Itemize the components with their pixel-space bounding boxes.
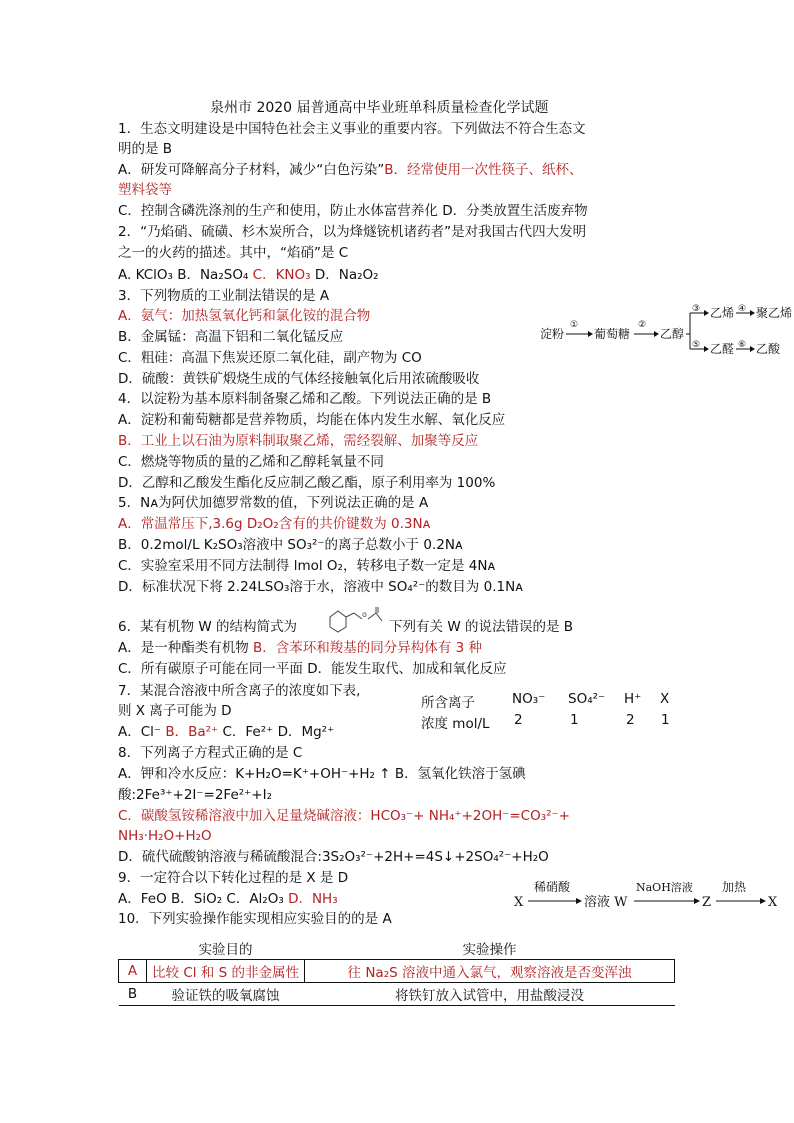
line-text: A．钾和冷水反应：K+H₂O=K⁺+OH⁻+H₂ ↑ B．氢氧化铁溶于氢碘: [118, 766, 526, 782]
node-starch: 淀粉: [540, 327, 565, 341]
line-text: A．是一种酯类有机物: [118, 640, 254, 656]
line-text: 9．一定符合以下转化过程的是 X 是 D: [118, 870, 349, 886]
line-text: A．FeO B．SiO₂ C．Al₂O₃: [118, 891, 289, 907]
line-text: C．燃烧等物质的量的乙烯和乙醇耗氧量不同: [118, 454, 384, 470]
svg-text:③: ③: [692, 304, 701, 314]
question-line: [118, 411, 505, 430]
line-text: A．研发可降解高分子材料，减少“白色污染”: [118, 162, 385, 178]
question-line: [118, 702, 232, 721]
question-line: [118, 557, 495, 576]
line-text: 明的是 B: [118, 141, 173, 157]
x-start: X: [514, 895, 524, 910]
line-text: 1．生态文明建设是中国特色社会主义事业的重要内容。下列做法不符合生态文: [118, 121, 586, 137]
compound-z: Z: [702, 895, 712, 910]
line-answer-text: D．NH₃: [288, 891, 338, 907]
question-line: [118, 474, 495, 493]
ion-so4: SO₄²⁻: [568, 691, 606, 707]
line-text: D．标准状况下将 2.24LSO₃溶于水，溶液中 SO₄²⁻的数目为 0.1Nᴀ: [118, 579, 524, 595]
question-line: [118, 287, 329, 306]
line-text: B．0.2mol/L K₂SO₃溶液中 SO₃²⁻的离子总数小于 0.2Nᴀ: [118, 537, 463, 553]
question-line: [118, 807, 570, 826]
line-text: C．实验室采用不同方法制得 lmol O₂，转移电子数一定是 4Nᴀ: [118, 558, 496, 574]
line-text: 10．下列实验操作能实现相应实验目的的是 A: [118, 911, 392, 927]
row-operation: 将铁钉放入试管中，用盐酸浸没: [305, 983, 675, 1006]
line-text: B．工业上以石油为原料制取聚乙烯，需经裂解、加聚等反应: [118, 433, 479, 449]
conc-x: 1: [661, 712, 670, 728]
ion-x: X: [660, 691, 670, 707]
row-label: B: [119, 983, 147, 1006]
line-text: A．淀粉和葡萄糖都是营养物质，均能在体内发生水解、氧化反应: [118, 412, 506, 428]
conc-label: 浓度 mol/L: [421, 716, 490, 732]
question-line: [118, 639, 482, 658]
line-text: NH₃·H₂O+H₂O: [118, 828, 212, 844]
reagent-heat: 加热: [722, 880, 747, 894]
question-line: [118, 390, 491, 409]
line-text: 酸:2Fe³⁺+2I⁻=2Fe²⁺+I₂: [118, 787, 272, 803]
ion-h: H⁺: [624, 691, 642, 707]
conc-h: 2: [626, 712, 635, 728]
question-line: [118, 848, 549, 867]
line-answer-text: 下列有关 W 的说法错误的是 B: [389, 619, 574, 635]
question-line: [118, 682, 360, 701]
question-line: [118, 432, 478, 451]
svg-text:o: o: [362, 610, 367, 619]
line-answer-text: C．KNO₃: [252, 267, 311, 283]
conc-no3: 2: [514, 712, 523, 728]
question-line: [118, 266, 379, 285]
row-operation: 往 Na₂S 溶液中通入氯气，观察溶液是否变浑浊: [305, 960, 675, 983]
line-text: B．金属锰：高温下铝和二氧化锰反应: [118, 329, 344, 345]
line-text: C．碳酸氢铵稀溶液中加入足量烧碱溶液：HCO₃⁻+ NH₄⁺+2OH⁻=CO₃²⁻+: [118, 808, 570, 824]
line-text: 8．下列离子方程式正确的是 C: [118, 745, 303, 761]
node-acetaldehyde: 乙醛: [710, 342, 735, 356]
question-line: [118, 140, 172, 159]
line-text: 4．以淀粉为基本原料制备聚乙烯和乙酸。下列说法正确的是 B: [118, 391, 492, 407]
experiment-table: [118, 937, 675, 1006]
question-line: [118, 223, 586, 242]
structure-w-image: [322, 605, 402, 635]
line-text: D．硫代硫酸钠溶液与稀硫酸混合:3S₂O₃²⁻+2H+=4S↓+2SO₄²⁻+H₂O: [118, 849, 549, 865]
reagent-naoh: NaOH溶液: [636, 881, 693, 894]
question-line: [118, 453, 384, 472]
page-title: 泉州市 2020 届普通高中毕业班单科质量检查化学试题: [210, 100, 549, 116]
question-line: [118, 536, 463, 555]
line-text: 3．下列物质的工业制法错误的是 A: [118, 288, 330, 304]
question-line: [118, 744, 302, 763]
svg-text:⑤: ⑤: [692, 340, 701, 350]
line-text: C．粗硅：高温下焦炭还原二氧化硅，副产物为 CO: [118, 350, 422, 366]
x-conversion-diagram: [512, 878, 782, 912]
line-answer-text: B．含苯环和羧基的同分异构体有 3 种: [253, 640, 482, 656]
line-text: 2．“乃焰硝、硫磺、杉木炭所合，以为烽燧铳机诸药者”是对我国古代四大发明: [118, 224, 587, 240]
question-line: [118, 765, 526, 784]
svg-text:④: ④: [738, 304, 747, 314]
question-line: [118, 244, 348, 263]
starch-conversion-diagram: [540, 303, 794, 361]
question-line: [118, 494, 428, 513]
question-line: [118, 161, 583, 180]
question-line: [118, 120, 586, 139]
question-line: [118, 515, 431, 534]
line-text: D．乙醇和乙酸发生酯化反应制乙酸乙酯，原子利用率为 100%: [118, 475, 496, 491]
question-line: [118, 827, 212, 846]
line-text: 6．某有机物 W 的结构简式为: [118, 619, 298, 635]
line-text: A. KClO₃ B．Na₂SO₄: [118, 267, 253, 283]
ion-header-label: 所含离子: [421, 695, 475, 711]
conc-so4: 1: [570, 712, 579, 728]
line-text-tail: C．Fe²⁺ D．Mg²⁺: [218, 724, 335, 740]
question-line: [118, 786, 272, 805]
line-text: A．Cl⁻: [118, 724, 166, 740]
svg-text:②: ②: [638, 320, 647, 330]
line-text: 之一的火药的描述。其中，“焰硝”是 C: [118, 245, 349, 261]
node-ethylene: 乙烯: [710, 306, 735, 320]
node-polyethylene: 聚乙烯: [756, 306, 793, 320]
question-line: [118, 349, 422, 368]
line-text: 则 X 离子可能为 D: [118, 703, 232, 719]
row-purpose: 比较 Cl 和 S 的非金属性: [147, 960, 305, 983]
col-operation: 实验操作: [305, 937, 675, 960]
line-answer-text: B．经常使用一次性筷子、纸杯、: [384, 162, 583, 178]
line-text: 塑料袋等: [118, 182, 172, 198]
line-text: C．所有碳原子可能在同一平面 D．能发生取代、加成和氧化反应: [118, 661, 507, 677]
col-purpose: 实验目的: [147, 937, 305, 960]
reagent-hno3: 稀硝酸: [534, 880, 571, 894]
ion-no3: NO₃⁻: [512, 691, 546, 707]
table-row: [119, 983, 675, 1006]
table-row: [119, 960, 675, 983]
svg-text:①: ①: [570, 320, 579, 330]
question-line: [118, 910, 392, 929]
question-line: [118, 307, 370, 326]
question-line: [118, 202, 588, 221]
solution-w: 溶液 W: [584, 895, 628, 910]
line-answer-text: B．Ba²⁺: [165, 724, 219, 740]
line-text: D．硫酸：黄铁矿煅烧生成的气体经接触氧化后用浓硫酸吸收: [118, 371, 480, 387]
row-purpose: 验证铁的吸氧腐蚀: [147, 983, 305, 1006]
node-ethanol: 乙醇: [660, 327, 685, 341]
line-text: 7．某混合溶液中所含离子的浓度如下表,: [118, 683, 361, 699]
question-line: [118, 370, 479, 389]
line-text: C．控制含磷洗涤剂的生产和使用，防止水体富营养化 D．分类放置生活废弃物: [118, 203, 588, 219]
node-glucose: 葡萄糖: [594, 327, 631, 341]
line-text: 5．Nᴀ为阿伏加德罗常数的值，下列说法正确的是 A: [118, 495, 429, 511]
question-line: [118, 890, 338, 909]
question-line: [118, 578, 523, 597]
question-line: [118, 869, 348, 888]
line-text: A．氨气：加热氢氧化钙和氯化铵的混合物: [118, 308, 371, 324]
line-text: A．常温常压下,3.6g D₂O₂含有的共价键数为 0.3Nᴀ: [118, 516, 431, 532]
question-line: [118, 328, 343, 347]
question-line: [118, 660, 507, 679]
question-line: [118, 181, 172, 200]
row-label: A: [119, 960, 147, 983]
line-text-tail: D．Na₂O₂: [310, 267, 379, 283]
svg-text:⑥: ⑥: [738, 340, 747, 350]
node-acetic-acid: 乙酸: [756, 342, 781, 356]
question-line: [118, 723, 334, 742]
x-end: X: [768, 895, 778, 910]
